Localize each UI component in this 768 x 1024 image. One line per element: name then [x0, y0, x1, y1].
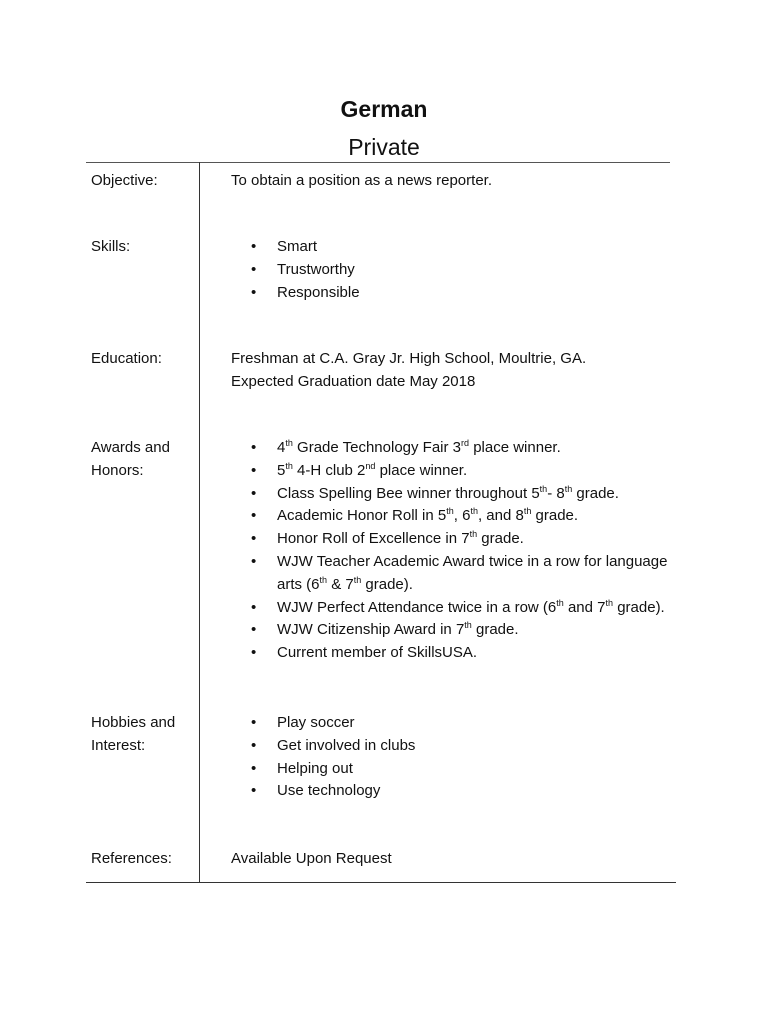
column-divider — [199, 162, 200, 883]
hobbies-label-line: Interest: — [91, 736, 146, 754]
list-item: • Helping out — [248, 758, 668, 781]
references-label: References: — [91, 850, 172, 867]
award-text: Academic Honor Roll in 5 — [277, 507, 447, 525]
ordinal-suffix: th — [464, 620, 472, 631]
list-item: • Smart — [248, 236, 668, 259]
education-label: Education: — [91, 350, 162, 367]
award-text: grade). — [613, 598, 665, 616]
awards-label-line: Awards and — [91, 439, 170, 456]
ordinal-suffix: th — [556, 597, 564, 608]
awards-list — [248, 437, 668, 665]
ordinal-suffix: th — [564, 483, 573, 494]
award-text: place winner. — [375, 461, 468, 479]
award-text: WJW Teacher Academic Award twice in a row for language arts (6 — [277, 552, 668, 593]
award-text: grade). — [361, 575, 413, 593]
ordinal-suffix: th — [446, 506, 454, 517]
award-text: grade. — [477, 530, 524, 548]
award-item — [248, 505, 668, 528]
awards-label-line: Honors: — [91, 461, 144, 479]
ordinal-suffix: th — [470, 506, 478, 517]
skills-list — [248, 236, 668, 304]
award-text: grade. — [471, 621, 519, 639]
list-item: • Responsible — [248, 282, 668, 305]
education-line: Expected Graduation date May 2018 — [231, 372, 476, 390]
objective-label: Objective: — [91, 172, 158, 189]
award-item — [248, 551, 668, 597]
references-text: Available Upon Request — [231, 850, 392, 867]
award-text: Class Spelling Bee winner throughout 5 — [277, 484, 540, 502]
award-item — [248, 619, 668, 642]
ordinal-suffix: th — [469, 529, 478, 540]
ordinal-suffix: th — [285, 460, 293, 471]
award-text: grade. — [531, 507, 579, 525]
award-text: and 7 — [563, 598, 606, 616]
ordinal-suffix: rd — [461, 438, 470, 448]
awards-label — [91, 437, 191, 482]
resume-subtitle: Private — [348, 134, 420, 160]
ordinal-suffix: th — [605, 597, 614, 608]
award-text: place winner. — [469, 439, 561, 456]
education-line: Freshman at C.A. Gray Jr. High School, Moultrie, GA. — [231, 350, 587, 367]
resume-name: German — [340, 96, 428, 122]
award-text: , and 8 — [477, 507, 524, 525]
award-text: grade. — [572, 484, 619, 502]
hobbies-label — [91, 712, 191, 757]
ordinal-suffix: th — [539, 483, 548, 494]
list-item: • Play soccer — [248, 712, 668, 735]
award-text: & 7 — [327, 575, 354, 593]
ordinal-suffix: th — [353, 574, 362, 585]
list-item: • Use technology — [248, 780, 668, 803]
list-item: • Get involved in clubs — [248, 735, 668, 758]
skills-label: Skills: — [91, 238, 131, 255]
award-text: 4-H club 2 — [292, 461, 366, 479]
objective-text: To obtain a position as a news reporter. — [231, 172, 492, 189]
award-text: 5 — [277, 461, 286, 479]
award-item — [248, 460, 668, 483]
ordinal-suffix: th — [285, 438, 293, 448]
ordinal-suffix: th — [319, 574, 328, 585]
award-text: Grade Technology Fair 3 — [292, 439, 462, 456]
award-item — [248, 437, 668, 460]
bottom-rule — [86, 882, 676, 883]
award-item — [248, 597, 668, 620]
award-item — [248, 642, 668, 665]
award-text: WJW Citizenship Award in 7 — [277, 621, 465, 639]
hobbies-list — [248, 712, 668, 803]
top-rule — [86, 162, 670, 163]
award-text: 4 — [277, 439, 286, 456]
award-text: , 6 — [453, 507, 471, 525]
education-text — [231, 348, 661, 393]
ordinal-suffix: nd — [365, 460, 376, 471]
award-text: Honor Roll of Excellence in 7 — [277, 530, 470, 548]
award-item — [248, 483, 668, 506]
ordinal-suffix: th — [523, 506, 532, 517]
award-item — [248, 528, 668, 551]
hobbies-label-line: Hobbies and — [91, 714, 176, 731]
list-item: • Trustworthy — [248, 259, 668, 282]
award-text: Current member of SkillsUSA. — [277, 644, 478, 662]
award-text: - 8 — [547, 484, 565, 502]
award-text: WJW Perfect Attendance twice in a row (6 — [277, 598, 557, 616]
